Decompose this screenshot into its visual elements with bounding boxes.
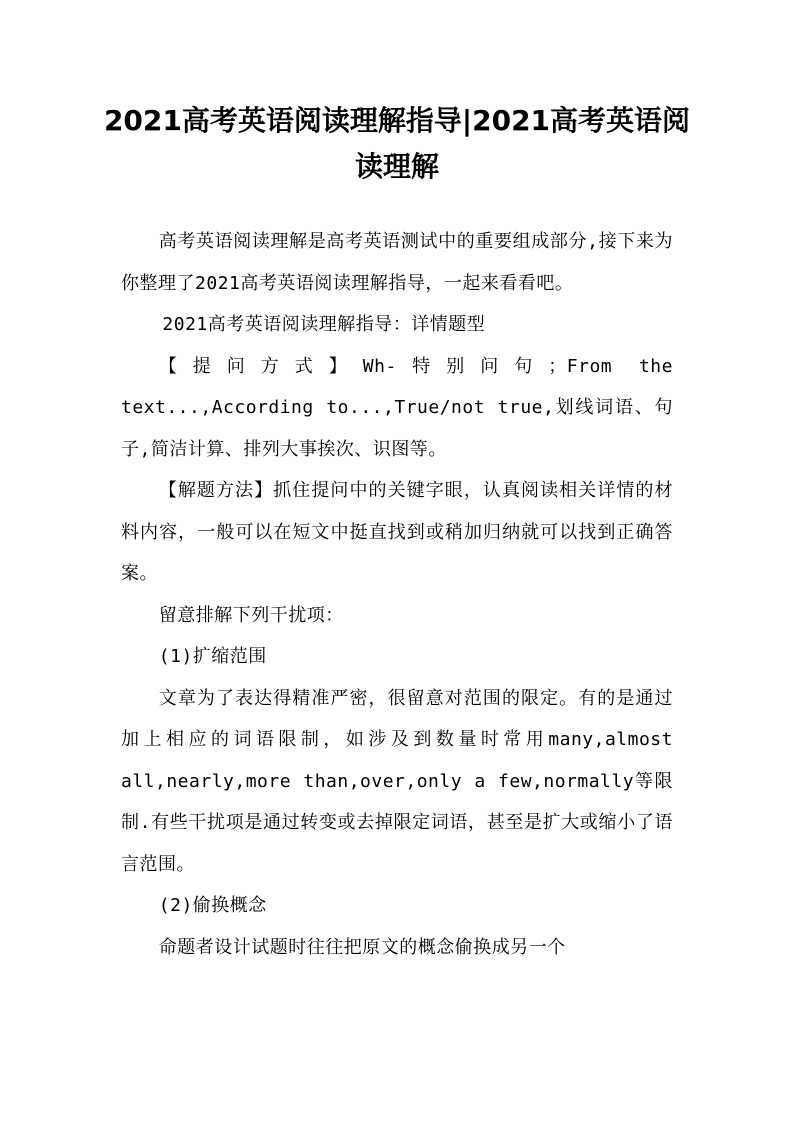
document-title: 2021高考英语阅读理解指导|2021高考英语阅读理解: [103, 104, 691, 183]
paragraph-distractors-intro: 留意排解下列干扰项：: [158, 604, 344, 626]
paragraph-subheading-concept: (2)偷换概念: [158, 895, 267, 916]
document-body: [121, 221, 673, 968]
paragraph-intro: 高考英语阅读理解是高考英语测试中的重要组成部分,接下来为你整理了2021高考英语阅读理解指导，一起来看看吧。: [121, 231, 673, 294]
paragraph-solution-method: 【解题方法】抓住提问中的关键字眼，认真阅读相关详情的材料内容，一般可以在短文中挺直找到或稍加归纳就可以找到正确答案。: [121, 480, 673, 584]
paragraph-concept-explanation: 命题者设计试题时往往把原文的概念偷换成另一个: [158, 936, 566, 958]
paragraph-scope-explanation: 文章为了表达得精准严密，很留意对范围的限定。有的是通过加上相应的词语限制，如涉及到数量时常用many,almost all,nearly,more than,over,only a few,normally等限制.有些干扰项是通过转变或去掉限定词语，甚至是扩大或缩小了语言范围。: [121, 687, 673, 875]
paragraph-subheading-scope: (1)扩缩范围: [158, 646, 267, 667]
paragraph-section-heading: 2021高考英语阅读理解指导：详情题型: [162, 314, 486, 335]
paragraph-question-types: 【提问方式】Wh-特别问句；From the text...,According to...,True/not true,划线词语、句子,简洁计算、排列大事挨次、识图等。: [121, 355, 673, 460]
